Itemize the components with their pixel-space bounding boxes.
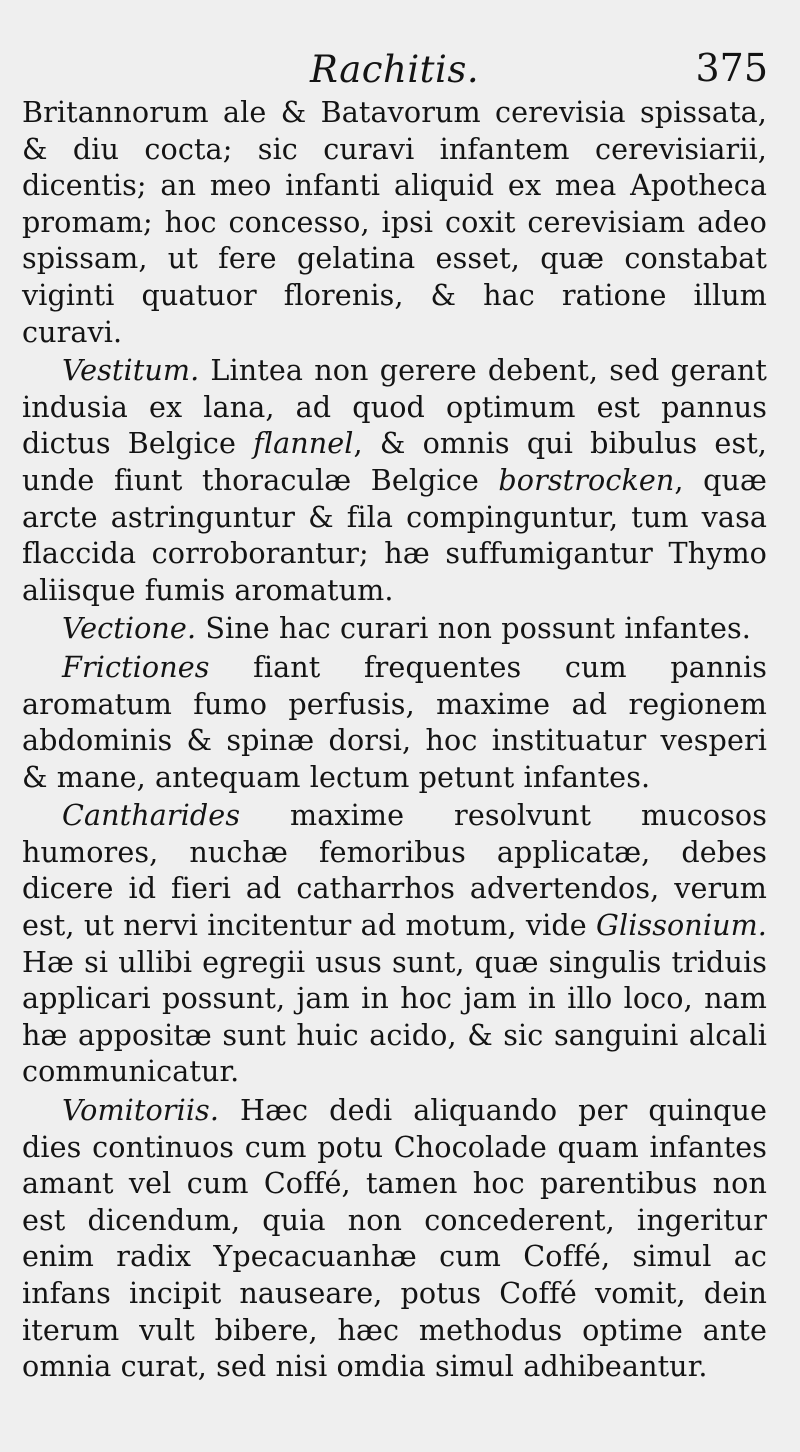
italic-term: borstrocken (498, 462, 675, 497)
page-number: 375 (695, 46, 768, 90)
paragraph-text: Britannorum ale & Batavorum cerevisia spissata, & diu cocta; sic curavi infantem cerevisiarii, dicentis; an meo infanti aliquid ex mea Apotheca promam; hoc concesso, ipsi coxit cerevisiam adeo spissam, ut fere gelatina esset, quæ constabat viginti quatuor florenis, & hac ratione illum curavi. (22, 95, 767, 349)
paragraph-vestitum (22, 352, 767, 608)
paragraph-cantharides (22, 797, 767, 1090)
paragraph-lead-term: Cantharides (62, 798, 241, 833)
body-text (22, 94, 767, 1387)
paragraph-lead-term: Vomitoriis. (62, 1093, 220, 1128)
paragraph-vectione (22, 610, 767, 647)
paragraph-text: Lintea non gerere debent, sed gerant indusia ex lana, ad quod optimum est pannus dictus Belgice (22, 353, 767, 461)
paragraph-text: Sine hac curari non possunt infantes. (196, 611, 751, 646)
paragraph-text: maxime resolvunt mucosos humores, nuchæ femoribus applicatæ, debes dicere id fieri ad catharrhos advertendos, verum est, ut nervi incitentur ad motum, vide (22, 798, 767, 943)
page-header (0, 44, 800, 96)
paragraph-lead-term: Vectione. (62, 611, 197, 646)
paragraph-text: , quæ arcte astringuntur & fila compinguntur, tum vasa flaccida corroborantur; hæ suffumigantur Thymo aliisque fumis aromatum. (22, 462, 767, 607)
paragraph-text: , & omnis qui bibulus est, unde fiunt thoraculæ Belgice (22, 426, 767, 497)
italic-term: Glissonium. (596, 908, 767, 943)
paragraph-frictiones (22, 649, 767, 795)
running-head: Rachitis. (310, 48, 480, 91)
paragraph-text: fiant frequentes cum pannis aromatum fumo perfusis, maxime ad regionem abdominis & spinæ dorsi, hoc instituatur vesperi & mane, antequam lectum petunt infantes. (22, 649, 767, 794)
paragraph-continuation (22, 94, 767, 350)
paragraph-lead-term: Vestitum. (62, 353, 200, 388)
paragraph-lead-term: Frictiones (62, 649, 210, 684)
paragraph-text: Hæ si ullibi egregii usus sunt, quæ singulis triduis applicari possunt, jam in hoc jam in illo loco, nam hæ appositæ sunt huic acido, & sic sanguini alcali communicatur. (22, 944, 767, 1089)
italic-term: flannel (253, 426, 354, 461)
paragraph-text: Hæc dedi aliquando per quinque dies continuos cum potu Chocolade quam infantes amant vel cum Coffé, tamen hoc parentibus non est dicendum, quia non concederent, ingeritur enim radix Ypecacuanhæ cum Coffé, simul ac infans incipit nauseare, potus Coffé vomit, dein iterum vult bibere, hæc methodus optime ante omnia curat, sed nisi omdia simul adhibeantur. (22, 1093, 767, 1384)
paragraph-vomitoriis (22, 1092, 767, 1385)
